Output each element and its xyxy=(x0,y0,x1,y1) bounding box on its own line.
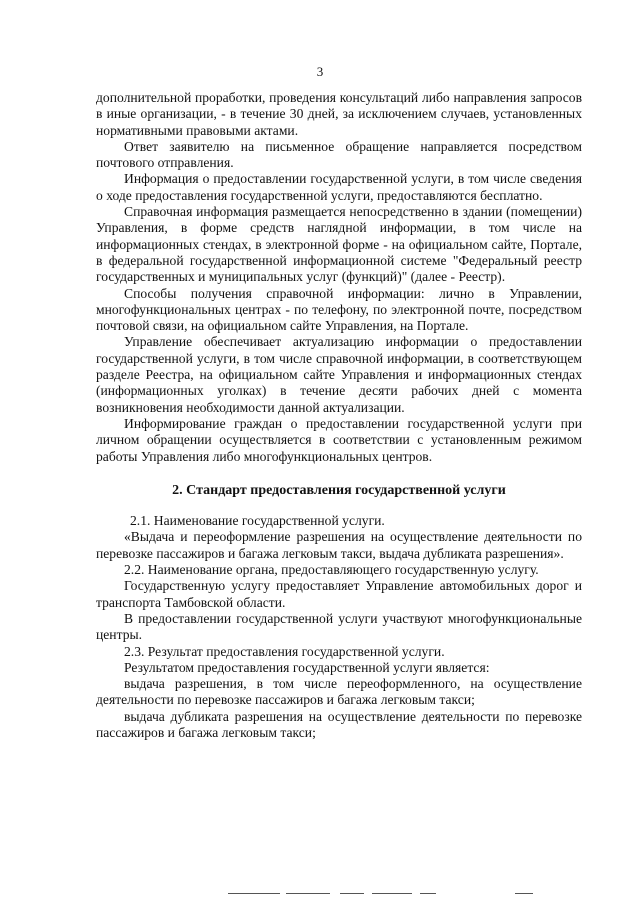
paragraph: 2.3. Результат предоставления государственной услуги. xyxy=(124,643,445,659)
paragraph: Государственную услугу предоставляет Управление автомобильных дорог и транспорта Тамбовской области. xyxy=(96,578,582,610)
section-heading: 2. Стандарт предоставления государственной услуги xyxy=(172,482,506,498)
paragraph: выдача разрешения, в том числе переоформленного, на осуществление деятельности по перевозке пассажиров и багажа легковым такси; xyxy=(96,676,582,708)
paragraph: 2.1. Наименование государственной услуги. xyxy=(130,513,385,529)
footer-scan-line xyxy=(372,893,412,894)
footer-scan-line xyxy=(228,893,280,894)
paragraph: Информация о предоставлении государственной услуги, в том числе сведения о ходе предоставления государственной услуги, предоставляются бесплатно. xyxy=(96,171,582,203)
paragraph: Информирование граждан о предоставлении государственной услуги при личном обращении осуществляется в соответствии с установленным режимом работы Управления либо многофункциональных центров. xyxy=(96,415,582,464)
footer-scan-line xyxy=(420,893,436,894)
paragraph: «Выдача и переоформление разрешения на осуществление деятельности по перевозке пассажиров и багажа легковым такси, выдача дубликата разрешения». xyxy=(96,529,582,561)
paragraph: выдача дубликата разрешения на осуществление деятельности по перевозке пассажиров и багажа легковым такси; xyxy=(96,708,582,740)
paragraph: Справочная информация размещается непосредственно в здании (помещении) Управления, в форме средств наглядной информации, в том числе на информационных стендах, в электронной форме - на официальном сайте, Портале, в федеральной государственной информационной системе "Федеральный реестр государственных и муниципальных услуг (функций)" (далее - Реестр). xyxy=(96,204,582,285)
page-number: 3 xyxy=(316,64,324,79)
paragraph: В предоставлении государственной услуги участвуют многофункциональные центры. xyxy=(96,610,582,643)
paragraph: Способы получения справочной информации: лично в Управлении, многофункциональных центрах - по телефону, по электронной почте, посредством почтовой связи, на официальном сайте Управления, на Портале. xyxy=(96,285,582,334)
paragraph: Ответ заявителю на письменное обращение направляется посредством почтового отправления. xyxy=(96,138,582,171)
paragraph: Результатом предоставления государственной услуги является: xyxy=(124,659,490,675)
footer-scan-line xyxy=(340,893,364,894)
paragraph: дополнительной проработки, проведения консультаций либо направления запросов в иные организации, - в течение 30 дней, за исключением случаев, установленных нормативными правовыми актами. xyxy=(96,90,582,138)
footer-scan-line xyxy=(515,893,533,894)
footer-scan-line xyxy=(286,893,330,894)
document-body xyxy=(96,90,582,741)
paragraph: Управление обеспечивает актуализацию информации о предоставлении государственной услуги, в том числе справочной информации, в соответствующем разделе Реестра, на официальном сайте Управления и информационных стендах (информационных уголках) в течение десяти рабочих дней с момента возникновения необходимости данной актуализации. xyxy=(96,334,582,415)
paragraph: 2.2. Наименование органа, предоставляющего государственную услугу. xyxy=(124,562,539,578)
